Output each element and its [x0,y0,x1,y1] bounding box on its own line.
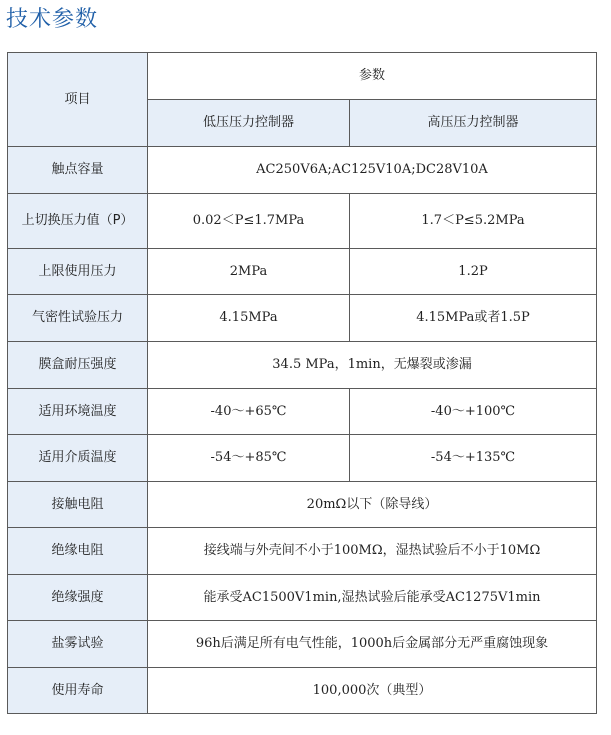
row-label: 绝缘电阻 [8,528,148,575]
table-row [8,435,597,482]
table-row [8,482,597,528]
row-label: 上限使用压力 [8,249,148,295]
table-row [8,194,597,249]
table-row [8,295,597,342]
row-value-high: -54～+135℃ [350,435,597,482]
page-title: 技术参数 [6,7,99,32]
row-value: 34.5 MPa，1min，无爆裂或渗漏 [148,342,597,389]
header-low-pressure: 低压压力控制器 [148,100,350,147]
row-value-low: -54～+85℃ [148,435,350,482]
row-value-high: 1.7＜P≤5.2MPa [350,194,597,249]
row-value: AC250V6A;AC125V10A;DC28V10A [148,147,597,194]
row-value: 接线端与外壳间不小于100MΩ，湿热试验后不小于10MΩ [148,528,597,575]
row-label: 接触电阻 [8,482,148,528]
row-value-high: -40～+100℃ [350,389,597,435]
row-value-low: 2MPa [148,249,350,295]
row-value: 96h后满足所有电气性能，1000h后金属部分无严重腐蚀现象 [148,621,597,668]
table-row [8,147,597,194]
spec-table [7,52,597,714]
row-value-low: 0.02＜P≤1.7MPa [148,194,350,249]
row-value-high: 1.2P [350,249,597,295]
row-label: 上切换压力值（P） [8,194,148,249]
row-value-high: 4.15MPa或者1.5P [350,295,597,342]
table-row [8,389,597,435]
table-row [8,621,597,668]
row-label: 适用环境温度 [8,389,148,435]
row-label: 绝缘强度 [8,575,148,621]
row-label: 触点容量 [8,147,148,194]
row-value-low: -40～+65℃ [148,389,350,435]
table-row [8,668,597,714]
header-params: 参数 [148,53,597,100]
table-row [8,528,597,575]
table-row [8,342,597,389]
row-value: 100,000次（典型） [148,668,597,714]
row-value: 20mΩ以下（除导线） [148,482,597,528]
header-item: 项目 [8,53,148,147]
row-label: 适用介质温度 [8,435,148,482]
row-label: 使用寿命 [8,668,148,714]
table-row [8,249,597,295]
row-value: 能承受AC1500V1min,湿热试验后能承受AC1275V1min [148,575,597,621]
table-header-row [8,53,597,100]
table-row [8,575,597,621]
row-label: 膜盒耐压强度 [8,342,148,389]
header-high-pressure: 高压压力控制器 [350,100,597,147]
row-label: 气密性试验压力 [8,295,148,342]
row-value-low: 4.15MPa [148,295,350,342]
row-label: 盐雾试验 [8,621,148,668]
